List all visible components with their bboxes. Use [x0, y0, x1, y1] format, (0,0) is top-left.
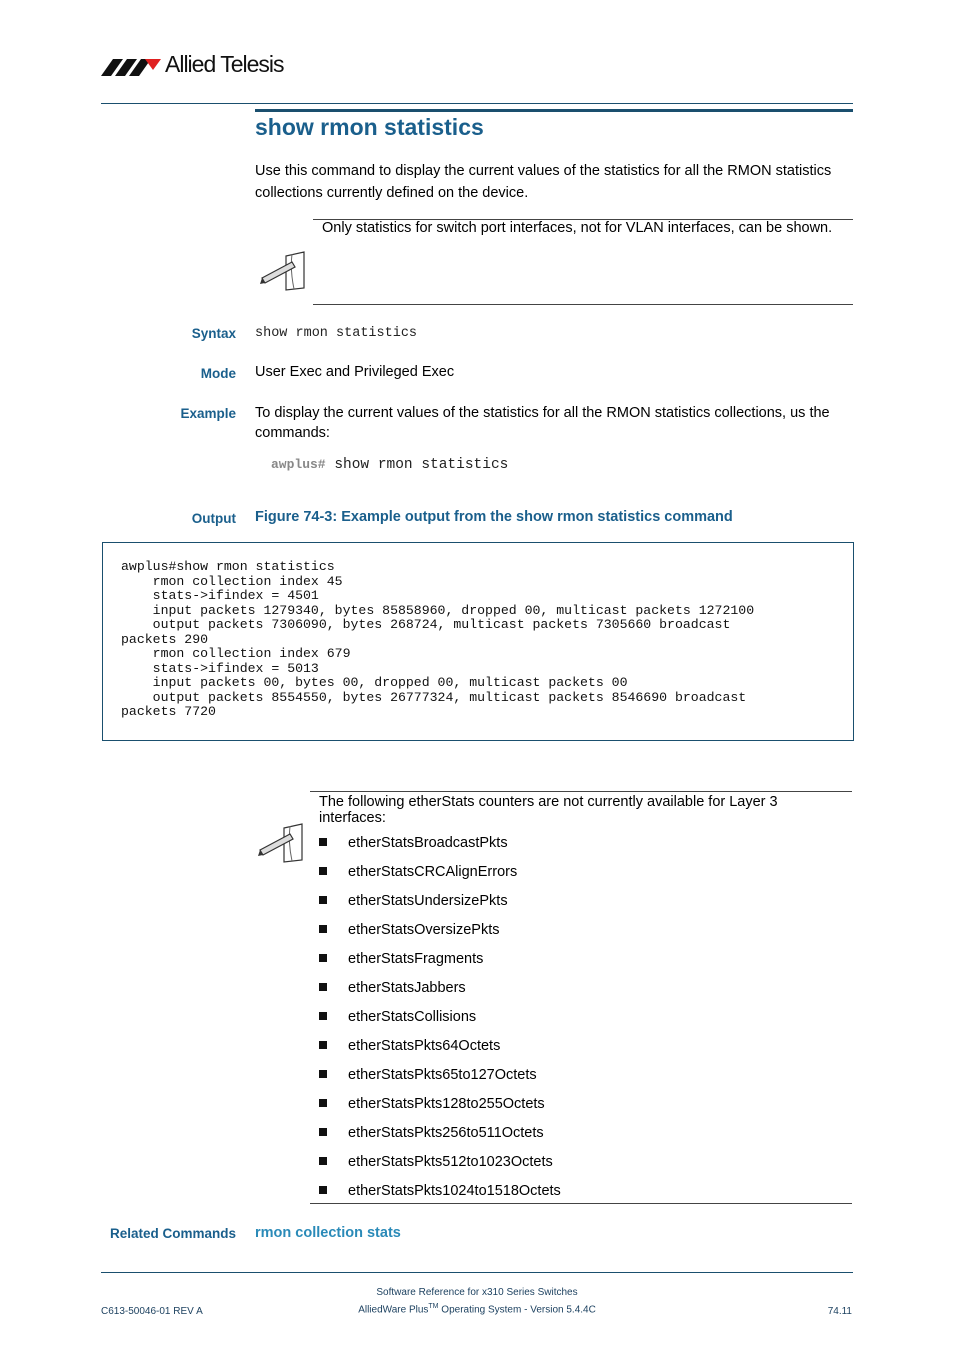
page-title: show rmon statistics: [255, 114, 484, 140]
list-item: etherStatsPkts512to1023Octets: [319, 1151, 561, 1180]
bullet-square-icon: [319, 1070, 327, 1078]
cli-prompt: awplus#: [271, 457, 326, 472]
note2-top-rule: [310, 791, 852, 792]
related-commands-label: Related Commands: [109, 1226, 236, 1241]
mode-label: Mode: [200, 366, 236, 381]
bullet-square-icon: [319, 838, 327, 846]
syntax-label: Syntax: [191, 326, 236, 341]
output-text: awplus#show rmon statistics rmon collection index 45 stats->ifindex = 4501 input packets 1279340, bytes 85858960, dropped 00, multicast packets 1272100 output packets 7306090, bytes 268724, multicast packets 7305660 broadcast packets 290 rmon collection index 679 stats->ifindex = 5013 input packets 00, bytes 00, dropped 00, multicast packets 00 output packets 8554550, bytes 26777324, multicast packets 8546690 broadcast packets 7720: [121, 559, 755, 719]
footer-rule: [101, 1272, 853, 1273]
bullet-square-icon: [319, 1186, 327, 1194]
bullet-square-icon: [319, 1041, 327, 1049]
footer-os-version: AlliedWare Plus™ Operating System - Version 5.4.4C: [358, 1303, 596, 1316]
bullet-square-icon: [319, 1012, 327, 1020]
note1-bottom-rule: [313, 304, 853, 305]
syntax-command: show rmon statistics: [255, 326, 418, 341]
bullet-square-icon: [319, 983, 327, 991]
bullet-square-icon: [319, 1099, 327, 1107]
list-item: etherStatsBroadcastPkts: [319, 832, 561, 861]
figure-caption: Figure 74-3: Example output from the show rmon statistics command: [255, 509, 733, 525]
footer-title: Software Reference for x310 Series Switches: [376, 1287, 578, 1298]
header-rule: [101, 103, 853, 104]
note2-bottom-rule: [310, 1203, 852, 1204]
title-rule: [255, 109, 853, 112]
example-command: show rmon statistics: [334, 457, 509, 473]
list-item: etherStatsPkts256to511Octets: [319, 1122, 561, 1151]
list-item: etherStatsUndersizePkts: [319, 890, 561, 919]
list-item: etherStatsOversizePkts: [319, 919, 561, 948]
counter-list: [319, 832, 561, 1209]
bullet-square-icon: [319, 1128, 327, 1136]
logo-mark-icon: [101, 53, 163, 79]
list-item: etherStatsJabbers: [319, 977, 561, 1006]
bullet-square-icon: [319, 1157, 327, 1165]
footer-page-number: 74.11: [827, 1306, 852, 1317]
allied-telesis-logo: [101, 50, 301, 80]
footer-doc-id: C613-50046-01 REV A: [101, 1306, 203, 1317]
list-item: etherStatsCRCAlignErrors: [319, 861, 561, 890]
note1-text: Only statistics for switch port interfaces, not for VLAN interfaces, can be shown.: [322, 220, 833, 236]
list-item: etherStatsPkts1024to1518Octets: [319, 1180, 561, 1209]
note2-text: The following etherStats counters are not currently available for Layer 3 interfaces:: [319, 794, 778, 826]
bullet-square-icon: [319, 867, 327, 875]
logo-text: Allied Telesis: [165, 51, 284, 77]
intro-paragraph: Use this command to display the current values of the statistics for all the RMON statistics collections currently defined on the device.: [255, 163, 832, 201]
bullet-square-icon: [319, 896, 327, 904]
list-item: etherStatsPkts64Octets: [319, 1035, 561, 1064]
bullet-square-icon: [319, 954, 327, 962]
mode-text: User Exec and Privileged Exec: [255, 364, 455, 380]
example-label: Example: [180, 406, 236, 421]
output-box: [102, 542, 854, 741]
example-command-line: [271, 457, 508, 473]
related-command-link[interactable]: rmon collection stats: [255, 1225, 401, 1241]
list-item: etherStatsFragments: [319, 948, 561, 977]
bullet-square-icon: [319, 925, 327, 933]
pencil-note-icon: [258, 822, 306, 864]
pencil-note-icon: [260, 250, 308, 292]
example-text: To display the current values of the statistics for all the RMON statistics collections, us the commands:: [255, 405, 830, 441]
output-label: Output: [191, 511, 236, 526]
list-item: etherStatsCollisions: [319, 1006, 561, 1035]
list-item: etherStatsPkts65to127Octets: [319, 1064, 561, 1093]
list-item: etherStatsPkts128to255Octets: [319, 1093, 561, 1122]
